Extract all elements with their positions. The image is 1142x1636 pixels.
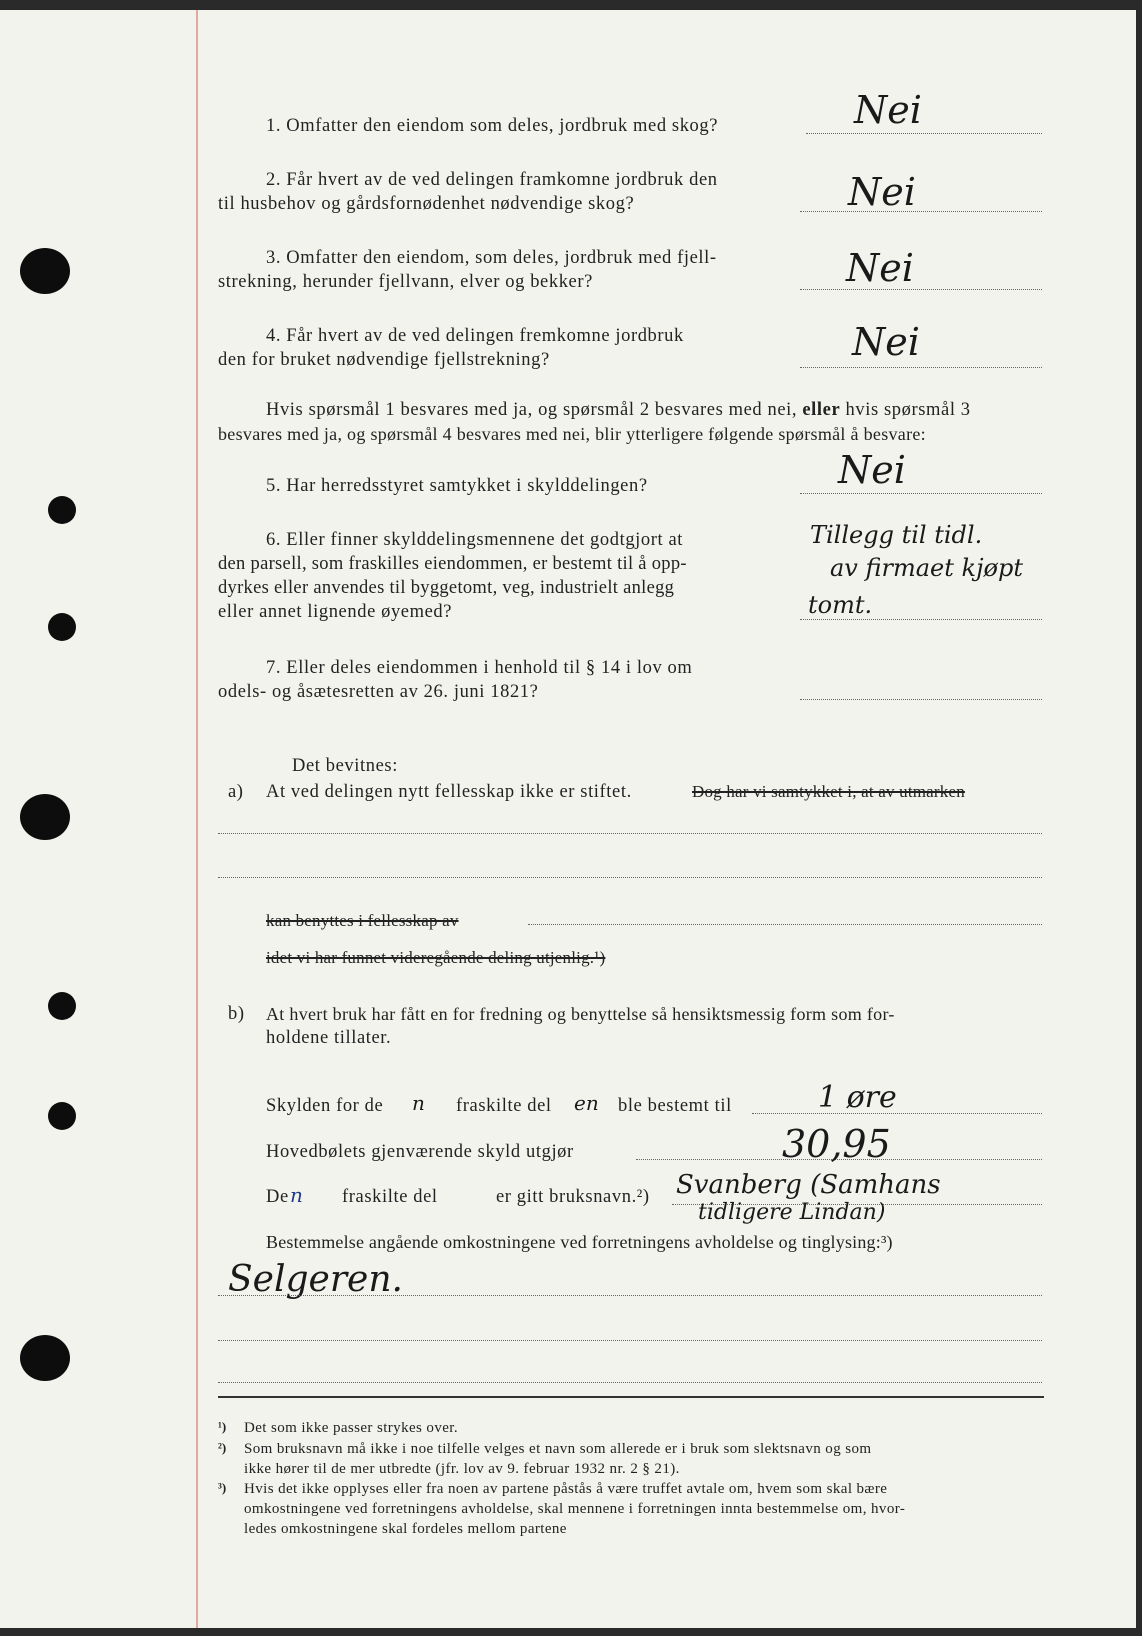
den-label-c: er gitt bruksnavn.²) (496, 1187, 650, 1207)
binder-hole (48, 613, 76, 641)
footnote-2-line1: Som bruksnavn må ikke i noe tilfelle velges et navn som allerede er i bruk som slektsnavn og som (244, 1441, 872, 1457)
question-2-line1: 2. Får hvert av de ved delingen framkomne jordbruk den (266, 170, 718, 190)
certify-strike-line3: idet vi har funnet videregående deling utjenlig.¹) (266, 948, 606, 967)
skyld-hw-2: en (574, 1091, 599, 1115)
skyld-label-c: ble bestemt til (618, 1096, 732, 1116)
blank-line (218, 877, 1042, 878)
answer-1: Nei (854, 88, 922, 132)
bruksnavn-line2: tidligere Lindan) (698, 1200, 886, 1225)
omk-label: Bestemmelse angående omkostningene ved forretningens avholdelse og tinglysing:³) (266, 1232, 893, 1252)
answer-2: Nei (848, 170, 916, 214)
skyld-label-b: fraskilte del (456, 1096, 552, 1116)
blank-line (528, 924, 1042, 925)
certify-strike-line2: kan benyttes i fellesskap av (266, 911, 459, 930)
omk-value: Selgeren. (228, 1259, 403, 1300)
answer-line (800, 699, 1042, 700)
blank-line (218, 1295, 1042, 1296)
question-2-line2: til husbehov og gårdsfornødenhet nødvendige skog? (218, 194, 635, 214)
answer-line (800, 211, 1042, 212)
blank-line (218, 1340, 1042, 1341)
footnote-1-mark: ¹) (218, 1419, 227, 1434)
answer-line (800, 289, 1042, 290)
certify-b-label: b) (228, 1004, 245, 1024)
binder-hole (20, 248, 70, 294)
question-1: 1. Omfatter den eiendom som deles, jordbruk med skog? (266, 116, 719, 136)
answer-6-line2: av firmaet kjøpt (830, 554, 1023, 582)
question-6-line4: eller annet lignende øyemed? (218, 602, 453, 622)
answer-4: Nei (852, 320, 920, 364)
certify-b-line2: holdene tillater. (266, 1028, 392, 1048)
footnote-1: Det som ikke passer strykes over. (244, 1420, 458, 1436)
den-label-a: De (266, 1187, 289, 1207)
blank-line (218, 1382, 1042, 1383)
footnote-3-line2: omkostningene ved forretningens avholdelse, skal mennene i forretningen innta bestemmelse om, hvor- (244, 1501, 906, 1517)
answer-line (806, 133, 1042, 134)
certify-b-line1: At hvert bruk har fått en for fredning og benyttelse så hensiktsmessig form som for- (266, 1004, 895, 1024)
question-6-line2: den parsell, som fraskilles eiendommen, er bestemt til å opp- (218, 554, 687, 574)
question-3-line1: 3. Omfatter den eiendom, som deles, jordbruk med fjell- (266, 248, 717, 268)
question-7-line2: odels- og åsætesretten av 26. juni 1821? (218, 682, 539, 702)
answer-6-line3: tomt. (808, 591, 873, 619)
question-5: 5. Har herredsstyret samtykket i skylddelingen? (266, 476, 648, 496)
certify-a-text: At ved delingen nytt fellesskap ikke er stiftet. (266, 782, 632, 802)
skyld-hw-1: n (412, 1091, 425, 1115)
binder-hole (20, 794, 70, 840)
answer-3: Nei (846, 246, 914, 290)
document-page (0, 10, 1136, 1628)
question-3-line2: strekning, herunder fjellvann, elver og bekker? (218, 272, 593, 292)
footnote-2-line2: ikke hører til de mer utbredte (jfr. lov av 9. februar 1932 nr. 2 § 21). (244, 1461, 680, 1477)
question-6-line1: 6. Eller finner skylddelingsmennene det godtgjort at (266, 530, 684, 550)
footnote-2-mark: ²) (218, 1440, 227, 1455)
hoved-label: Hovedbølets gjenværende skyld utgjør (266, 1142, 574, 1162)
hoved-value: 30,95 (782, 1122, 891, 1166)
binder-hole (48, 1102, 76, 1130)
footnote-3-mark: ³) (218, 1480, 227, 1495)
skyld-label-a: Skylden for de (266, 1096, 384, 1116)
conditional-line1: Hvis spørsmål 1 besvares med ja, og spørsmål 2 besvares med nei, eller hvis spørsmål 3 (266, 400, 971, 420)
bruksnavn-line1: Svanberg (Samhans (676, 1170, 941, 1200)
answer-line (800, 367, 1042, 368)
binder-hole (20, 1335, 70, 1381)
answer-5: Nei (838, 448, 906, 492)
answer-line (800, 493, 1042, 494)
question-7-line1: 7. Eller deles eiendommen i henhold til § 14 i lov om (266, 658, 693, 678)
footnote-3-line3: ledes omkostningene skal fordeles mellom partene (244, 1521, 567, 1537)
answer-6-line1: Tillegg til tidl. (810, 521, 983, 549)
footnote-3-line1: Hvis det ikke opplyses eller fra noen av partene påstås å være truffet avtale om, hvem som skal bære (244, 1481, 888, 1497)
skyld-value: 1 øre (818, 1080, 897, 1115)
binder-hole (48, 496, 76, 524)
margin-line (196, 10, 198, 1628)
conditional-line2: besvares med ja, og spørsmål 4 besvares med nei, blir ytterligere følgende spørsmål å besvare: (218, 424, 926, 444)
question-4-line2: den for bruket nødvendige fjellstrekning? (218, 350, 550, 370)
answer-line (800, 619, 1042, 620)
question-6-line3: dyrkes eller anvendes til byggetomt, veg, industrielt anlegg (218, 578, 675, 598)
certify-a-strike: Dog har vi samtykket i, at av utmarken (692, 782, 965, 801)
certify-heading: Det bevitnes: (292, 756, 398, 776)
footnote-rule (218, 1396, 1044, 1398)
den-label-b: fraskilte del (342, 1187, 438, 1207)
certify-a-label: a) (228, 782, 244, 802)
skyld-line (752, 1113, 1042, 1114)
den-hw: n (290, 1183, 303, 1207)
blank-line (218, 833, 1042, 834)
binder-hole (48, 992, 76, 1020)
question-4-line1: 4. Får hvert av de ved delingen fremkomne jordbruk (266, 326, 684, 346)
